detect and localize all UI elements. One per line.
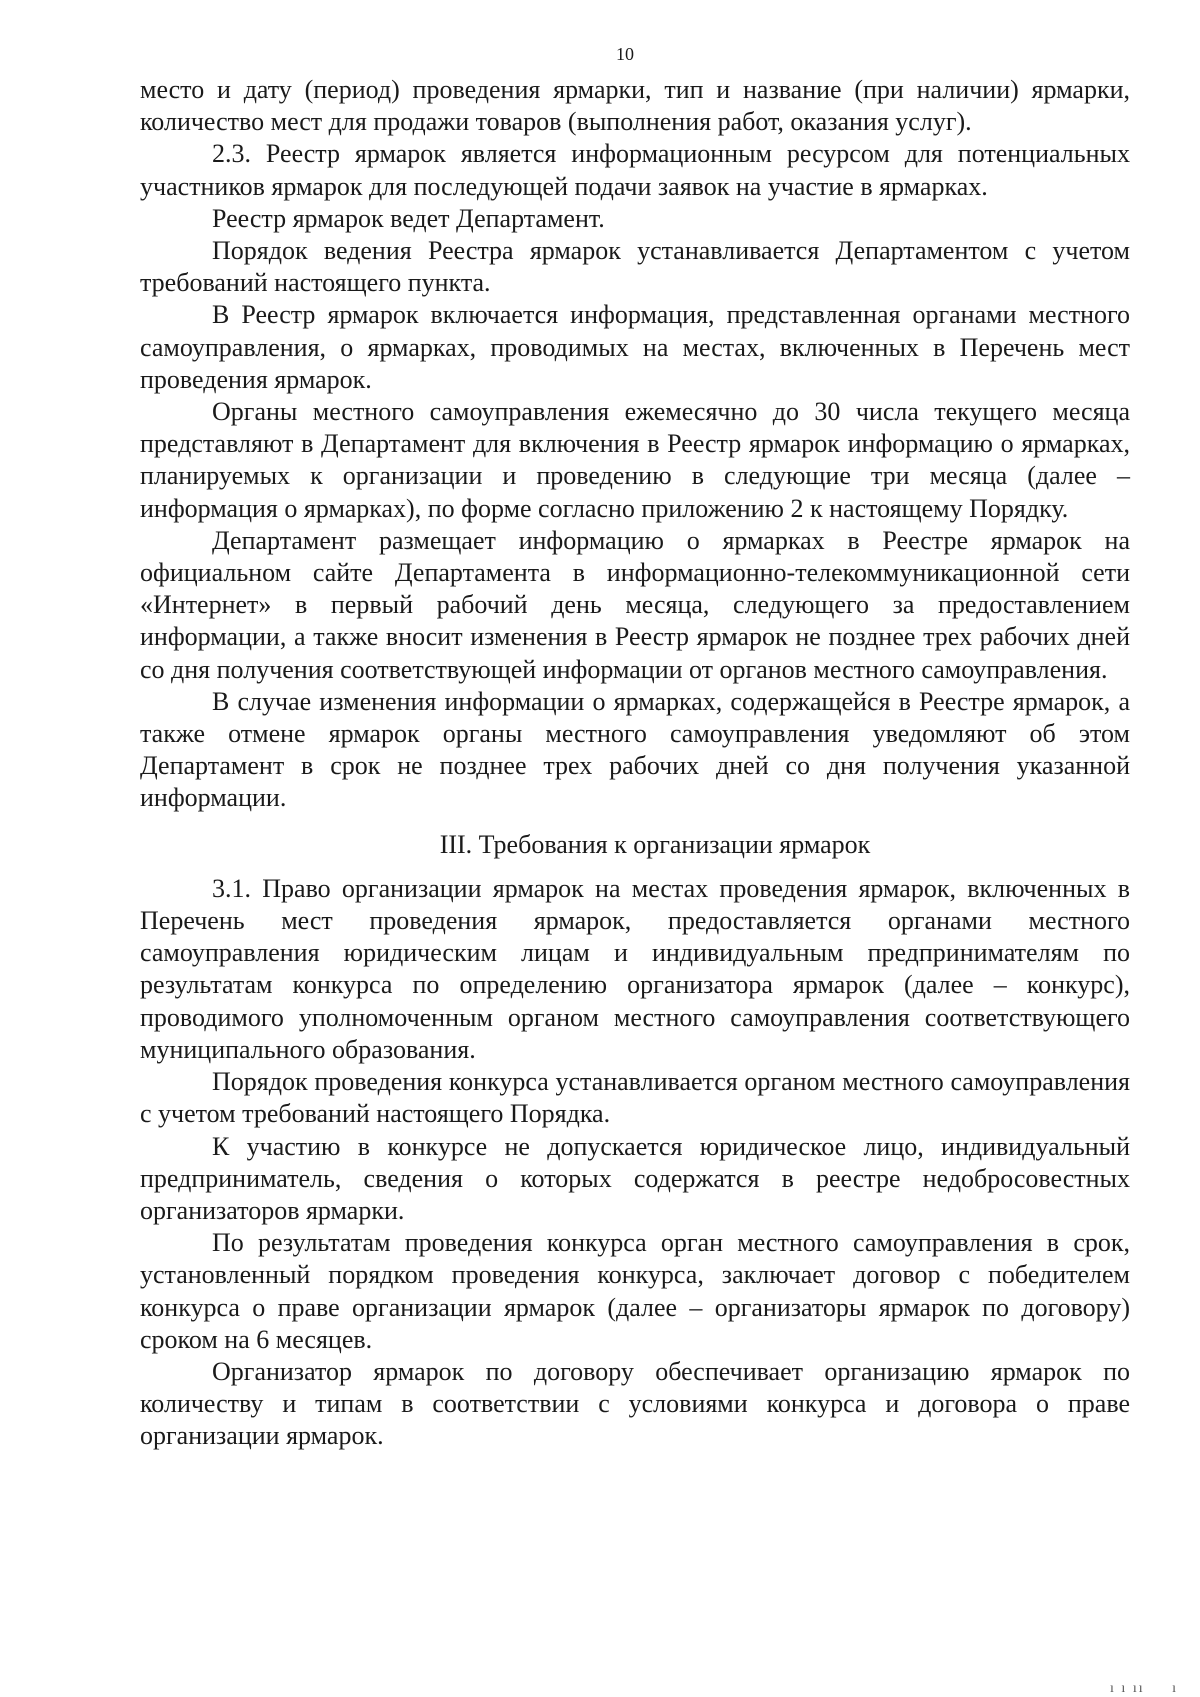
paragraph-contest-exclusion: К участию в конкурсе не допускается юридическое лицо, индивидуальный предприниматель, сведения о которых содержатся в реестре недобросовестных организаторов ярмарки. (140, 1131, 1130, 1225)
paragraph-publication: Департамент размещает информацию о ярмарках в Реестре ярмарок на официальном сайте Департамента в информационно-телекоммуникационной сети «Интернет» в первый рабочий день месяца, следующего за предоставлением информации, а также вносит изменения в Реестр ярмарок не позднее трех рабочих дней со дня получения соответствующей информации от органов местного самоуправления. (140, 525, 1130, 684)
paragraph-continuation: место и дату (период) проведения ярмарки, тип и название (при наличии) ярмарки, количество мест для продажи товаров (выполнения работ, оказания услуг). (140, 75, 1130, 137)
scan-edge-marks: ı ı ıı ı (1110, 1681, 1178, 1696)
paragraph-registry-procedure: Порядок ведения Реестра ярмарок устанавливается Департаментом с учетом требований настоящего пункта. (140, 236, 1130, 298)
paragraph-3-1: 3.1. Право организации ярмарок на местах проведения ярмарок, включенных в Перечень мест проведения ярмарок, предоставляется органами местного самоуправления юридическим лицам и индивидуальным предпринимателям по результатам конкурса по определению организатора ярмарок (далее – конкурс), проводимого уполномоченным органом местного самоуправления соответствующего муниципального образования. (140, 873, 1130, 1064)
paragraph-2-3: 2.3. Реестр ярмарок является информационным ресурсом для потенциальных участников ярмарок для последующей подачи заявок на участие в ярмарках. (140, 139, 1130, 201)
paragraph-monthly-submission: Органы местного самоуправления ежемесячно до 30 числа текущего месяца представляют в Департамент для включения в Реестр ярмарок информацию о ярмарках, планируемых к организации и проведению в следующие три месяца (далее – информация о ярмарках), по форме согласно приложению 2 к настоящему Порядку. (140, 397, 1130, 523)
document-body (140, 74, 1130, 1453)
paragraph-registry-contents: В Реестр ярмарок включается информация, представленная органами местного самоуправления, о ярмарках, проводимых на местах, включенных в Перечень мест проведения ярмарок. (140, 300, 1130, 394)
page-number: 10 (616, 44, 634, 64)
paragraph-registry-keeper: Реестр ярмарок ведет Департамент. (212, 203, 605, 233)
paragraph-contract-conclusion: По результатам проведения конкурса орган местного самоуправления в срок, установленный порядком проведения конкурса, заключает договор с победителем конкурса о праве организации ярмарок (далее – организаторы ярмарок по договору) сроком на 6 месяцев. (140, 1228, 1130, 1354)
paragraph-organizer-duties: Организатор ярмарок по договору обеспечивает организацию ярмарок по количеству и типам в соответствии с условиями конкурса и договора о праве организации ярмарок. (140, 1356, 1130, 1451)
section-heading: III. Требования к организации ярмарок (439, 829, 871, 859)
paragraph-changes-notification: В случае изменения информации о ярмарках, содержащейся в Реестре ярмарок, а также отмене ярмарок органы местного самоуправления уведомляют об этом Департамент в срок не позднее трех рабочих дней со дня получения указанной информации. (140, 686, 1130, 813)
paragraph-contest-procedure: Порядок проведения конкурса устанавливается органом местного самоуправления с учетом требований настоящего Порядка. (140, 1067, 1130, 1129)
